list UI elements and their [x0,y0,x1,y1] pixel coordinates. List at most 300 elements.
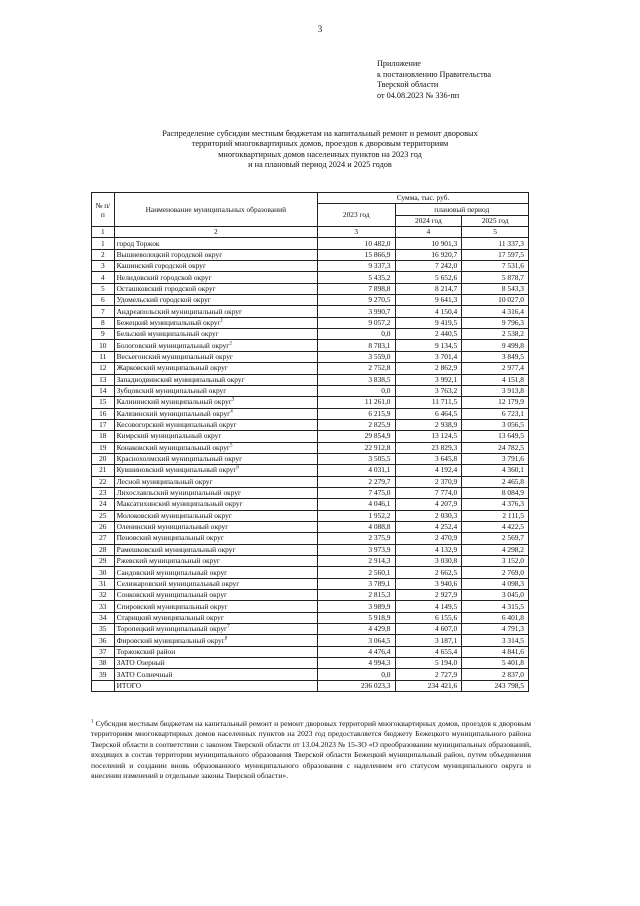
value-2024: 23 829,3 [395,442,462,453]
value-2024: 7 774,0 [395,487,462,498]
value-2024: 9 134,5 [395,340,462,351]
row-number: 6 [92,295,115,306]
table-row [92,453,529,464]
appendix-block [377,59,491,101]
value-2025: 24 782,5 [462,442,529,453]
table-row [92,374,529,385]
value-2024: 9 641,3 [395,295,462,306]
municipality-name [114,658,317,669]
value-2025: 4 422,5 [462,521,529,532]
table-row [92,385,529,396]
value-2024: 4 132,9 [395,544,462,555]
value-2025: 13 649,5 [462,431,529,442]
municipality-name [114,408,317,419]
value-2023: 4 031,1 [318,465,395,476]
row-number: 36 [92,635,115,646]
row-number: 20 [92,453,115,464]
value-2025: 10 027,0 [462,295,529,306]
value-2025: 3 791,6 [462,453,529,464]
table-row [92,612,529,623]
municipality-label: Зубцовский муниципальный округ [116,386,227,396]
row-number: 17 [92,419,115,430]
value-2023: 29 854,9 [318,431,395,442]
municipality-name [114,419,317,430]
municipality-name [114,340,317,351]
municipality-label: Бежецкий муниципальный округ [116,317,221,327]
header-name: Наименование муниципальных образований [114,193,317,227]
table-row [92,510,529,521]
value-2024: 7 242,0 [395,261,462,272]
value-2024: 5 194,0 [395,658,462,669]
municipality-name [114,624,317,635]
municipality-name [114,612,317,623]
municipality-name [114,363,317,374]
header-2023: 2023 год [318,204,395,227]
row-number: 38 [92,658,115,669]
table-row [92,283,529,294]
municipality-label: Сонковский муниципальный округ [116,590,228,600]
value-2025: 2 977,4 [462,363,529,374]
value-2023: 4 994,3 [318,658,395,669]
municipality-label: Сандовский муниципальный округ [116,567,228,577]
value-2025: 12 179,9 [462,397,529,408]
value-2023: 4 476,4 [318,646,395,657]
footnote-ref: 7 [227,624,230,630]
value-2024: 10 901,3 [395,238,462,249]
municipality-label: Максатихинский муниципальный округ [116,499,243,509]
table-row [92,521,529,532]
value-2023: 3 505,5 [318,453,395,464]
table-row [92,249,529,260]
municipality-name [114,521,317,532]
row-number: 34 [92,612,115,623]
table-row [92,601,529,612]
row-number: 39 [92,669,115,680]
value-2025: 2 769,0 [462,567,529,578]
header-planned: плановый период [395,204,529,215]
index-cell: 4 [395,227,462,238]
appendix-line: от 04.08.2023 № 336-пп [377,90,460,100]
value-2025: 4 841,6 [462,646,529,657]
value-2025: 6 401,8 [462,612,529,623]
row-number: 24 [92,499,115,510]
municipality-label: Нелидовский городской округ [116,272,212,282]
table-row [92,544,529,555]
value-2025: 2 111,5 [462,510,529,521]
table-row [92,397,529,408]
municipality-label: Фировский муниципальный округ [116,635,225,645]
index-cell: 2 [114,227,317,238]
footnote [91,719,531,781]
footnote-ref: 2 [229,341,232,347]
value-2025: 4 315,5 [462,601,529,612]
municipality-label: Калининский муниципальный округ [116,397,232,407]
municipality-name [114,487,317,498]
table-row [92,487,529,498]
value-2025: 3 152,0 [462,556,529,567]
footnote-ref: 5 [229,443,233,449]
municipality-label: Торопецкий муниципальный округ [116,624,228,634]
row-number: 33 [92,601,115,612]
footnote-ref: 8 [224,636,228,642]
value-2025: 5 878,7 [462,272,529,283]
row-number: 16 [92,408,115,419]
header-2024: 2024 год [395,215,462,226]
municipality-label: Селижаровский муниципальный округ [116,578,240,588]
table-row [92,340,529,351]
value-2023: 6 215,9 [318,408,395,419]
value-2023: 2 752,8 [318,363,395,374]
row-number: 10 [92,340,115,351]
row-number: 14 [92,385,115,396]
row-number: 11 [92,351,115,362]
municipality-name [114,533,317,544]
municipality-label: Конаковский муниципальный округ [116,442,230,452]
value-2023: 7 898,8 [318,283,395,294]
value-2024: 2 938,9 [395,419,462,430]
municipality-label: Кувшиновский муниципальный округ [116,465,237,475]
value-2025: 4 098,3 [462,578,529,589]
value-2025: 4 360,1 [462,465,529,476]
value-2024: 2 927,9 [395,590,462,601]
municipality-label: Лихославльский муниципальный округ [116,488,242,498]
value-2024: 4 150,4 [395,306,462,317]
footnote-ref: 6 [236,465,239,471]
municipality-name [114,329,317,340]
municipality-label: Пеновский муниципальный округ [116,533,224,543]
municipality-name [114,465,317,476]
row-number: 29 [92,556,115,567]
value-2023: 1 952,2 [318,510,395,521]
index-cell: 5 [462,227,529,238]
value-2025: 11 337,3 [462,238,529,249]
appendix-line: Приложение [377,59,421,68]
municipality-name [114,317,317,328]
value-2023: 5 918,9 [318,612,395,623]
municipality-label: Ржевский муниципальный округ [116,556,220,566]
value-2024: 4 655,4 [395,646,462,657]
footnote-ref: 4 [230,409,233,415]
header-sum: Сумма, тыс. руб. [318,193,529,204]
municipality-label: Лесной муниципальный округ [116,476,213,486]
value-2024: 2 030,3 [395,510,462,521]
value-2024: 2 440,5 [395,329,462,340]
value-2023: 3 559,0 [318,351,395,362]
municipality-name [114,601,317,612]
municipality-label: Западнодвинский муниципальный округ [116,374,245,384]
table-row [92,635,529,646]
value-2024: 4 192,4 [395,465,462,476]
subsidy-table [91,192,529,692]
municipality-label: Жарковский муниципальный округ [116,363,228,373]
row-number: 12 [92,363,115,374]
table-row [92,465,529,476]
value-2023: 4 429,8 [318,624,395,635]
value-2025: 2 837,0 [462,669,529,680]
municipality-name [114,669,317,680]
municipality-label: Кашинский городской округ [116,261,207,271]
value-2024: 11 711,5 [395,397,462,408]
index-cell: 3 [318,227,395,238]
table-row [92,646,529,657]
municipality-name [114,431,317,442]
value-2025: 9 499,8 [462,340,529,351]
row-number: 25 [92,510,115,521]
value-2024: 3 763,2 [395,385,462,396]
municipality-name [114,567,317,578]
value-2023: 0,0 [318,385,395,396]
value-2024: 6 464,5 [395,408,462,419]
document-title [120,129,520,170]
value-2024: 2 862,9 [395,363,462,374]
value-2024: 4 149,5 [395,601,462,612]
value-2024: 9 419,5 [395,317,462,328]
municipality-name [114,635,317,646]
value-2024: 4 207,9 [395,499,462,510]
value-2024: 3 701,4 [395,351,462,362]
value-2023: 3 838,5 [318,374,395,385]
row-number: 4 [92,272,115,283]
table-row [92,533,529,544]
municipality-name [114,499,317,510]
municipality-name [114,476,317,487]
value-2025: 8 084,9 [462,487,529,498]
value-2024: 3 645,8 [395,453,462,464]
value-2023: 3 989,9 [318,601,395,612]
total-2023: 236 023,3 [318,680,395,691]
municipality-label: Спировский муниципальный округ [116,601,228,611]
value-2024: 4 607,0 [395,624,462,635]
title-line: и на плановый период 2024 и 2025 годов [248,159,392,169]
value-2023: 2 279,7 [318,476,395,487]
value-2023: 0,0 [318,669,395,680]
value-2023: 3 064,5 [318,635,395,646]
municipality-label: Кесовогорский муниципальный округ [116,420,237,430]
municipality-name [114,238,317,249]
municipality-name [114,385,317,396]
value-2023: 3 990,7 [318,306,395,317]
municipality-name [114,646,317,657]
municipality-name [114,249,317,260]
table-row [92,295,529,306]
municipality-label: ЗАТО Солнечный [116,669,173,679]
value-2025: 3 045,0 [462,590,529,601]
row-number: 22 [92,476,115,487]
table-row [92,272,529,283]
appendix-line: к постановлению Правительства [377,69,492,79]
table-row [92,624,529,635]
municipality-name [114,397,317,408]
row-number: 8 [92,317,115,328]
row-number: 15 [92,397,115,408]
row-number: 23 [92,487,115,498]
title-line: территорий многоквартирных домов, проездов к дворовым территориям [191,139,449,149]
value-2025: 17 597,5 [462,249,529,260]
municipality-label: Андреапольский муниципальный округ [116,306,243,316]
value-2023: 5 435,2 [318,272,395,283]
value-2023: 15 866,9 [318,249,395,260]
table-row [92,306,529,317]
title-line: многоквартирных домов населенных пунктов на 2023 год [218,149,422,159]
table-row [92,658,529,669]
page-number: 3 [317,24,323,34]
value-2024: 4 252,4 [395,521,462,532]
municipality-name [114,510,317,521]
municipality-label: Удомельский городской округ [116,295,211,305]
table-row [92,442,529,453]
municipality-label: ЗАТО Озерный [116,658,165,668]
header-num: № п/п [92,193,115,227]
municipality-label: Осташковский городской округ [116,283,216,293]
value-2023: 9 057,2 [318,317,395,328]
value-2025: 4 376,3 [462,499,529,510]
value-2025: 2 538,2 [462,329,529,340]
value-2024: 6 155,6 [395,612,462,623]
municipality-label: Молоковский муниципальный округ [116,510,232,520]
table-row [92,329,529,340]
value-2023: 10 482,0 [318,238,395,249]
municipality-name [114,453,317,464]
row-number: 27 [92,533,115,544]
value-2023: 2 815,3 [318,590,395,601]
value-2025: 5 401,8 [462,658,529,669]
row-number: 31 [92,578,115,589]
total-2025: 243 798,5 [462,680,529,691]
value-2023: 22 912,8 [318,442,395,453]
municipality-label: Краснохолмский муниципальный округ [116,454,243,464]
value-2025: 9 796,3 [462,317,529,328]
value-2025: 2 569,7 [462,533,529,544]
footnote-ref: 3 [231,397,235,403]
footnote-mark: 1 [91,719,94,725]
row-number: 28 [92,544,115,555]
table-row [92,590,529,601]
value-2025: 3 056,5 [462,419,529,430]
value-2023: 2 825,9 [318,419,395,430]
value-2024: 5 652,6 [395,272,462,283]
municipality-name [114,306,317,317]
value-2023: 9 270,5 [318,295,395,306]
value-2025: 2 465,8 [462,476,529,487]
table-row [92,317,529,328]
value-2025: 3 913,8 [462,385,529,396]
row-number: 30 [92,567,115,578]
municipality-label: город Торжок [116,238,160,248]
row-number: 9 [92,329,115,340]
value-2024: 16 920,7 [395,249,462,260]
municipality-label: Старицкий муниципальный округ [116,612,224,622]
value-2025: 6 723,1 [462,408,529,419]
total-label: ИТОГО [114,680,317,691]
municipality-label: Бельский муниципальный округ [116,329,219,339]
table-row [92,238,529,249]
municipality-name [114,351,317,362]
total-2024: 234 421,6 [395,680,462,691]
value-2025: 4 316,4 [462,306,529,317]
row-number: 18 [92,431,115,442]
header-2025: 2025 год [462,215,529,226]
appendix-line: Тверской области [377,80,439,90]
row-number: 2 [92,249,115,260]
row-number: 26 [92,521,115,532]
municipality-name [114,295,317,306]
row-number: 21 [92,465,115,476]
value-2025: 8 543,3 [462,283,529,294]
value-2023: 4 088,8 [318,521,395,532]
table-row [92,363,529,374]
table-row [92,578,529,589]
value-2023: 2 375,9 [318,533,395,544]
value-2025: 4 791,3 [462,624,529,635]
table-row [92,476,529,487]
value-2024: 3 187,1 [395,635,462,646]
value-2024: 3 940,6 [395,578,462,589]
municipality-label: Вышневолоцкий городской округ [116,249,223,259]
value-2023: 2 560,1 [318,567,395,578]
row-number: 7 [92,306,115,317]
row-number: 37 [92,646,115,657]
value-2023: 0,0 [318,329,395,340]
value-2025: 7 531,6 [462,261,529,272]
row-number: 1 [92,238,115,249]
municipality-label: Калязинский муниципальный округ [116,408,231,418]
municipality-label: Бологовский муниципальный округ [116,340,230,350]
municipality-label: Торжокский район [116,646,176,656]
municipality-name [114,272,317,283]
footnote-ref: 1 [220,318,224,324]
index-cell: 1 [92,227,115,238]
value-2025: 3 314,5 [462,635,529,646]
municipality-name [114,590,317,601]
municipality-name [114,544,317,555]
municipality-label: Оленинский муниципальный округ [116,522,229,532]
table-row [92,431,529,442]
row-number: 35 [92,624,115,635]
municipality-label: Весьегонский муниципальный округ [116,351,233,361]
value-2024: 3 030,8 [395,556,462,567]
municipality-label: Кимрский муниципальный округ [116,431,222,441]
table-row [92,261,529,272]
table-row [92,499,529,510]
value-2025: 4 151,8 [462,374,529,385]
municipality-name [114,442,317,453]
value-2024: 13 124,5 [395,431,462,442]
value-2024: 3 992,1 [395,374,462,385]
row-number: 13 [92,374,115,385]
row-number: 5 [92,283,115,294]
table-row [92,556,529,567]
municipality-label: Рамешковский муниципальный округ [116,544,236,554]
total-empty-cell [92,680,115,691]
table-row [92,567,529,578]
title-line: Распределение субсидии местным бюджетам на капитальный ремонт и ремонт дворовых [162,129,478,138]
total-row [92,680,529,691]
municipality-name [114,261,317,272]
value-2024: 2 662,5 [395,567,462,578]
municipality-name [114,556,317,567]
value-2025: 4 298,2 [462,544,529,555]
row-number: 3 [92,261,115,272]
value-2023: 3 789,1 [318,578,395,589]
value-2025: 3 849,5 [462,351,529,362]
row-number: 19 [92,442,115,453]
table-row [92,351,529,362]
row-number: 32 [92,590,115,601]
value-2023: 7 475,0 [318,487,395,498]
value-2023: 3 973,9 [318,544,395,555]
table-row [92,669,529,680]
table-row [92,408,529,419]
